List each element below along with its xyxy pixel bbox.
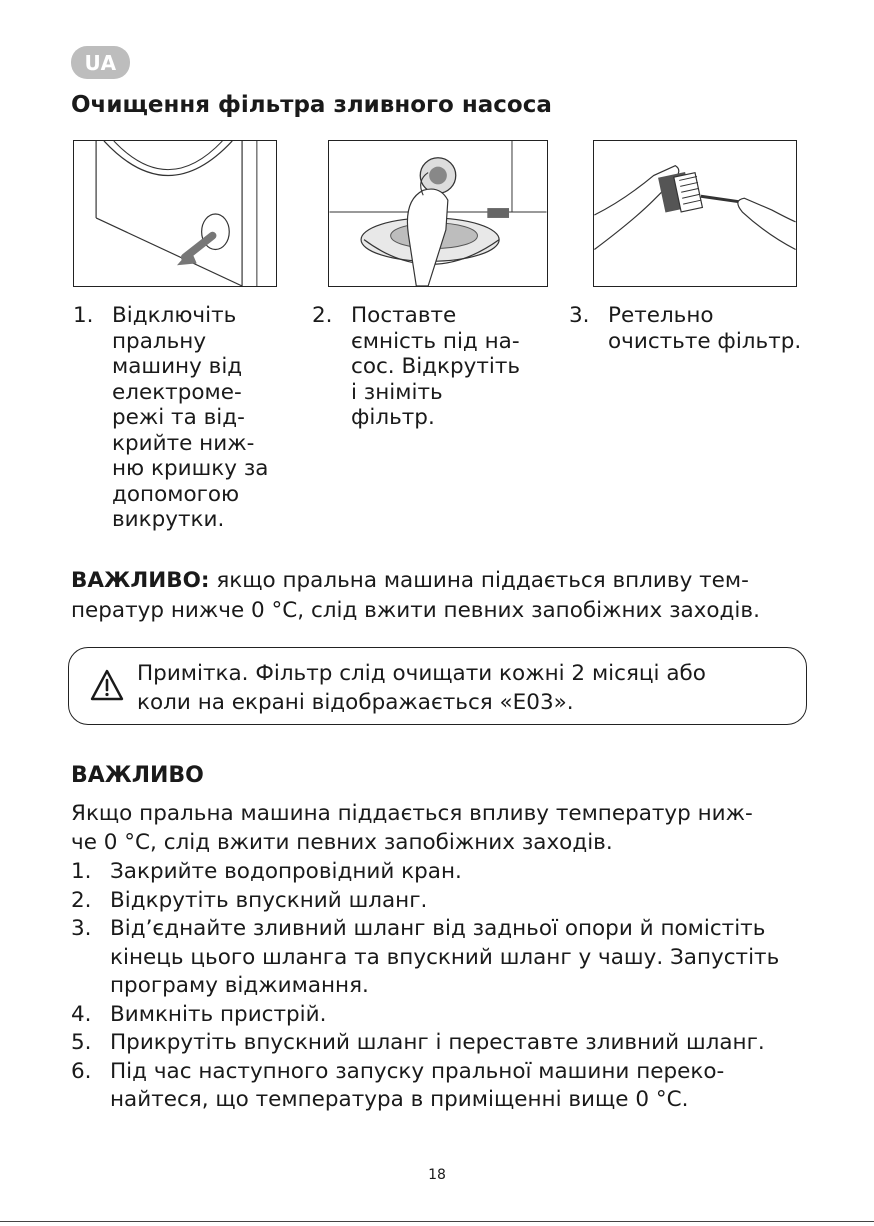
step-text-line: сос. Відкрутіть xyxy=(351,354,521,379)
section-title: Очищення фільтра зливного насоса xyxy=(71,92,552,118)
step-text-line: очистьте фільтр. xyxy=(608,328,802,354)
step-1 xyxy=(73,303,283,543)
list-text-line: Вимкніть пристрій. xyxy=(110,1001,327,1027)
list-number: 4. xyxy=(71,1001,92,1027)
list-text-line: Закрийте водопровідний кран. xyxy=(110,859,462,884)
step-number: 1. xyxy=(73,303,94,328)
instruction-list xyxy=(71,858,779,1115)
list-item xyxy=(71,887,779,916)
list-item xyxy=(71,1058,779,1115)
list-item xyxy=(71,1029,779,1058)
step-text-line: крийте ниж- xyxy=(112,430,255,456)
list-number: 3. xyxy=(71,916,92,941)
container-under-pump-illustration xyxy=(329,141,547,286)
important-notice xyxy=(71,566,811,626)
note-text-line: Примітка. Фільтр слід очищати кожні 2 місяці або xyxy=(137,661,706,686)
step-number: 3. xyxy=(569,303,590,328)
figure-open-cover xyxy=(73,140,277,287)
washing-machine-cover-illustration xyxy=(74,141,276,286)
step-text-line: фільтр. xyxy=(351,405,435,430)
intro-line: Якщо пральна машина піддається впливу температур ниж- xyxy=(71,801,753,826)
step-text-line: Ретельно xyxy=(608,303,714,328)
list-item xyxy=(71,858,779,887)
list-number: 2. xyxy=(71,887,92,913)
step-text-line: ню кришку за xyxy=(112,456,269,481)
important-intro xyxy=(71,800,753,857)
list-item xyxy=(71,915,779,1001)
step-number: 2. xyxy=(312,303,333,328)
list-number: 1. xyxy=(71,859,92,884)
step-text-line: електроме- xyxy=(112,379,242,405)
intro-line: че 0 °C, слід вжити певних запобіжних заходів. xyxy=(71,829,613,855)
step-text-line: пральну xyxy=(112,328,207,354)
important-text-line: ператур нижче 0 °C, слід вжити певних запобіжних заходів. xyxy=(71,598,760,623)
step-text-line: ємність під на- xyxy=(351,328,520,354)
figure-clean-filter xyxy=(593,140,797,287)
page-number: 18 xyxy=(428,1167,446,1183)
language-badge: UA xyxy=(71,46,130,79)
list-item xyxy=(71,1001,779,1030)
step-text-line: допомогою xyxy=(112,481,240,507)
figure-remove-filter xyxy=(328,140,548,287)
step-text-line: режі та від- xyxy=(112,405,245,430)
step-text-line: і зніміть xyxy=(351,379,443,405)
step-2 xyxy=(312,303,542,443)
list-number: 6. xyxy=(71,1058,92,1084)
list-text-line: Під час наступного запуску пральної машини переко- xyxy=(110,1058,725,1084)
list-number: 5. xyxy=(71,1030,92,1055)
note-text-line: коли на екрані відображається «E03». xyxy=(137,690,574,715)
list-text-line: кінець цього шланга та впускний шланг у чашу. Запустіть xyxy=(110,944,780,970)
note-text xyxy=(137,659,706,717)
important-heading: ВАЖЛИВО xyxy=(71,763,204,788)
step-text-line: Відключіть xyxy=(112,303,237,328)
list-text-line: Прикрутіть впускний шланг і переставте зливний шланг. xyxy=(110,1030,765,1055)
step-text-line: викрутки. xyxy=(112,507,225,532)
step-text-line: машину від xyxy=(112,354,243,379)
important-text-line: якщо пральна машина піддається впливу тем- xyxy=(216,568,749,593)
important-label: ВАЖЛИВО: xyxy=(71,568,210,593)
cleaning-filter-illustration xyxy=(594,141,796,286)
list-text-line: програму віджимання. xyxy=(110,973,369,998)
step-3 xyxy=(569,303,809,363)
list-text-line: найтеся, що температура в приміщенні вище 0 °C. xyxy=(110,1087,689,1112)
step-text-line: Поставте xyxy=(351,303,457,328)
page-bottom-rule xyxy=(0,1221,874,1222)
warning-triangle-icon xyxy=(90,669,124,701)
list-text-line: Від’єднайте зливний шланг від задньої опори й помістіть xyxy=(110,916,766,941)
list-text-line: Відкрутіть впускний шланг. xyxy=(110,887,428,913)
